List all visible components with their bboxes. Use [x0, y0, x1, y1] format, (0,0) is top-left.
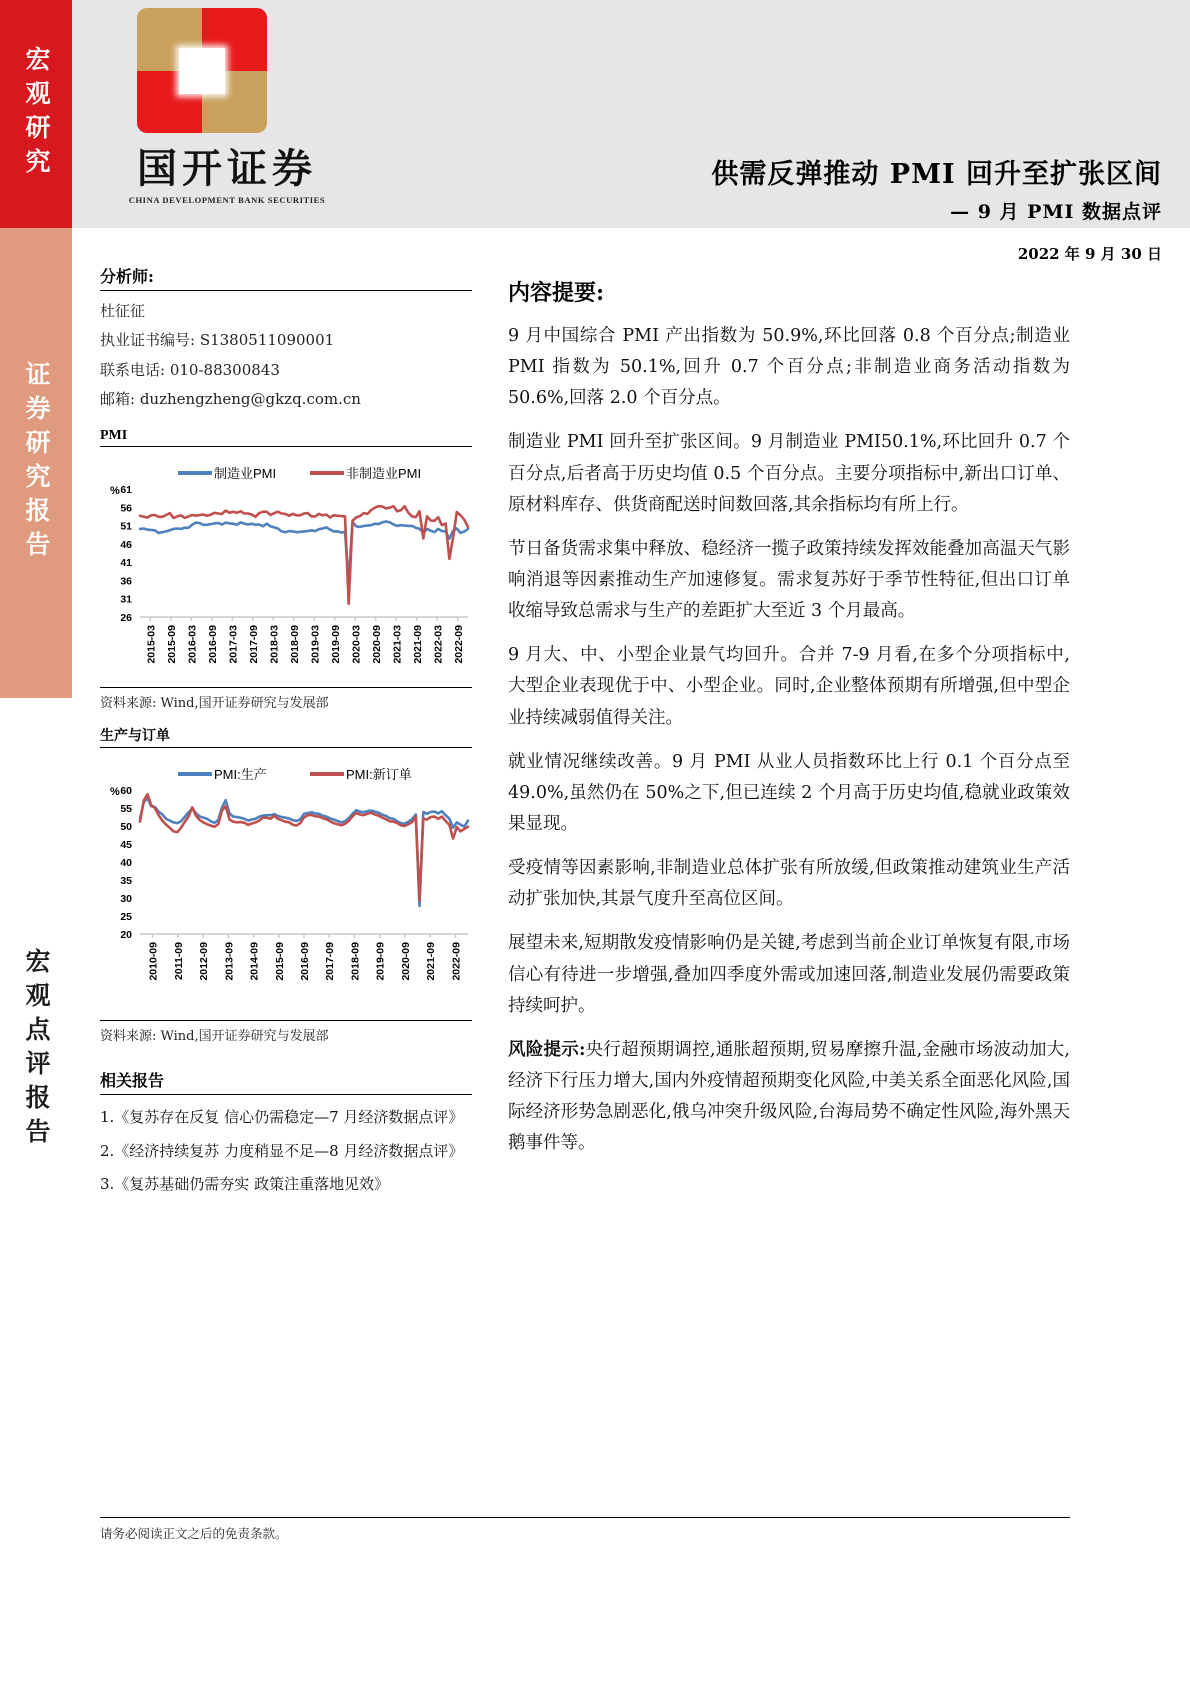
svg-text:2021-09: 2021-09: [411, 625, 424, 664]
analyst-license: 执业证书编号: S1380511090001: [100, 331, 335, 350]
chart-production-orders-canvas: [100, 750, 472, 1016]
svg-text:2016-09: 2016-09: [206, 625, 219, 664]
spine-top-label: 宏观研究: [22, 46, 51, 182]
risk-warning-text: 央行超预期调控,通胀超预期,贸易摩擦升温,金融市场波动加大,经济下行压力增大,国内外疫情超预期变化风险,中美关系全面恶化风险,国际经济形势急剧恶化,俄乌冲突升级风险,台海局势不确定性风险,海外黑天鹅事件等。: [508, 1039, 1070, 1154]
logo-company-en: CHINA DEVELOPMENT BANK SECURITIES: [128, 195, 326, 205]
svg-text:2019-09: 2019-09: [329, 625, 342, 664]
svg-text:2019-09: 2019-09: [374, 942, 387, 981]
summary-paragraph: 9 月中国综合 PMI 产出指数为 50.9%,环比回落 0.8 个百分点;制造业 PMI 指数为 50.1%,回升 0.7 个百分点;非制造业商务活动指数为 50.6%,回落 2.0 个百分点。: [508, 326, 1070, 409]
svg-text:41: 41: [120, 557, 132, 570]
related-reports-heading: 相关报告: [100, 1068, 472, 1095]
svg-text:2012-09: 2012-09: [198, 942, 211, 981]
spine-mid-label: 证券研究报告: [22, 361, 51, 565]
logo-company-cn: 国开证券: [137, 145, 317, 192]
svg-text:2020-03: 2020-03: [350, 625, 363, 664]
chart-pmi-svg: [100, 449, 472, 679]
analyst-phone: 联系电话: 010-88300843: [100, 360, 280, 379]
chart-pmi-title: PMI: [100, 428, 472, 447]
svg-text:40: 40: [120, 857, 132, 869]
svg-text:2017-09: 2017-09: [247, 625, 260, 664]
svg-text:2013-09: 2013-09: [223, 942, 236, 981]
summary-paragraph: 展望未来,短期散发疫情影响仍是关键,考虑到当前企业订单恢复有限,市场信心有待进一步增强,叠加四季度外需或加速回落,制造业发展仍需要政策持续呵护。: [508, 933, 1070, 1016]
svg-text:55: 55: [120, 803, 132, 815]
risk-warning-paragraph: [508, 1035, 1070, 1160]
svg-text:2015-09: 2015-09: [273, 942, 286, 981]
summary-paragraph: 制造业 PMI 回升至扩张区间。9 月制造业 PMI50.1%,环比回升 0.7 个百分点,后者高于历史均值 0.5 个百分点。主要分项指标中,新出口订单、原材料库存、供货商配送时间数回落,其余指标均有所上行。: [508, 432, 1070, 515]
svg-text:2022-09: 2022-09: [452, 625, 465, 664]
list-item[interactable]: 1.《复苏存在反复 信心仍需稳定—7 月经济数据点评》: [100, 1108, 464, 1126]
svg-text:2015-09: 2015-09: [165, 625, 178, 664]
right-column: [508, 276, 1070, 1172]
list-item[interactable]: 2.《经济持续复苏 力度稍显不足—8 月经济数据点评》: [100, 1141, 464, 1160]
svg-text:61: 61: [120, 484, 132, 496]
svg-text:2020-09: 2020-09: [399, 942, 412, 981]
svg-text:2015-03: 2015-03: [145, 625, 158, 664]
svg-text:2019-03: 2019-03: [309, 625, 322, 664]
chart-production-orders-svg: [100, 750, 472, 1012]
summary-paragraph: 9 月大、中、小型企业景气均回升。合并 7-9 月看,在多个分项指标中, 大型企业表现优于中、小型企业。同时,企业整体预期有所增强,但中型企业持续减弱值得关注。: [508, 645, 1070, 728]
svg-text:2022-03: 2022-03: [432, 625, 445, 664]
svg-text:45: 45: [120, 839, 132, 851]
svg-text:60: 60: [120, 785, 132, 797]
svg-text:非制造业PMI: 非制造业PMI: [346, 466, 422, 481]
svg-text:2021-09: 2021-09: [425, 942, 438, 981]
summary-paragraph: 受疫情等因素影响,非制造业总体扩张有所放缓,但政策推动建筑业生产活动扩张加快,其景气度升至高位区间。: [508, 858, 1070, 910]
svg-text:2017-09: 2017-09: [324, 942, 337, 981]
chart-pmi-source: 资料来源: Wind,国开证券研究与发展部: [100, 687, 472, 711]
svg-text:2022-09: 2022-09: [450, 942, 463, 981]
svg-text:2018-09: 2018-09: [288, 625, 301, 664]
chart-production-orders: [100, 725, 472, 1044]
company-logo: [102, 8, 352, 218]
svg-text:51: 51: [120, 520, 132, 533]
analyst-info: [100, 297, 472, 414]
svg-text:20: 20: [120, 929, 132, 941]
svg-text:PMI:新订单: PMI:新订单: [346, 767, 412, 782]
logo-mark-icon: [137, 8, 267, 133]
svg-text:31: 31: [120, 593, 132, 606]
svg-text:2020-09: 2020-09: [370, 625, 383, 664]
svg-text:2016-09: 2016-09: [299, 942, 311, 981]
analyst-heading: 分析师:: [100, 264, 472, 291]
page-subtitle: — 9 月 PMI 数据点评: [950, 201, 1162, 223]
chart-production-orders-source: 资料来源: Wind,国开证券研究与发展部: [100, 1020, 472, 1044]
header-band: [72, 0, 1190, 228]
svg-text:25: 25: [120, 911, 132, 923]
summary-paragraph: 节日备货需求集中释放、稳经济一揽子政策持续发挥效能叠加高温天气影响消退等因素推动生产加速修复。需求复苏好于季节性特征,但出口订单收缩导致总需求与生产的差距扩大至近 3 个月最高。: [508, 538, 1070, 622]
svg-text:2021-03: 2021-03: [391, 625, 404, 664]
svg-text:46: 46: [120, 538, 132, 551]
svg-text:制造业PMI: 制造业PMI: [214, 466, 277, 481]
footer-disclaimer: 请务必阅读正文之后的免责条款。: [100, 1517, 1070, 1542]
chart-pmi-canvas: [100, 449, 472, 683]
chart-pmi: [100, 428, 472, 711]
spine-securities-research-report: [0, 228, 72, 698]
spine-macro-research: [0, 0, 72, 228]
svg-text:%: %: [110, 485, 120, 497]
svg-text:2018-09: 2018-09: [349, 942, 362, 981]
svg-text:36: 36: [120, 575, 132, 588]
svg-text:2018-03: 2018-03: [268, 625, 281, 664]
report-date: 2022 年 9 月 30 日: [1017, 245, 1162, 263]
svg-text:%: %: [110, 786, 120, 798]
summary-heading: 内容提要:: [508, 280, 605, 306]
spine-bottom-label: 宏观点评报告: [22, 948, 51, 1152]
svg-text:2017-03: 2017-03: [227, 625, 240, 664]
svg-text:26: 26: [120, 612, 132, 624]
list-item[interactable]: 3.《复苏基础仍需夯实 政策注重落地见效》: [100, 1175, 390, 1193]
chart-production-orders-title: 生产与订单: [100, 725, 472, 748]
svg-text:56: 56: [120, 502, 132, 515]
svg-text:2011-09: 2011-09: [172, 942, 185, 980]
summary-paragraph: 就业情况继续改善。9 月 PMI 从业人员指数环比上行 0.1 个百分点至 49.0%,虽然仍在 50%之下,但已连续 2 个月高于历史均值,稳就业政策效果显现。: [508, 751, 1070, 834]
svg-text:2010-09: 2010-09: [147, 942, 160, 981]
risk-warning-label: 风险提示:: [508, 1039, 586, 1060]
left-column: [100, 264, 472, 1196]
analyst-email: 邮箱: duzhengzheng@gkzq.com.cn: [100, 389, 361, 408]
svg-text:30: 30: [120, 893, 132, 905]
svg-text:35: 35: [120, 875, 132, 887]
svg-text:50: 50: [120, 821, 132, 833]
related-reports: [100, 1068, 472, 1196]
svg-text:PMI:生产: PMI:生产: [214, 767, 267, 782]
svg-text:2016-03: 2016-03: [186, 625, 199, 664]
svg-text:2014-09: 2014-09: [248, 942, 261, 981]
spine-macro-comment-report: [0, 698, 72, 1684]
page-title: 供需反弹推动 PMI 回升至扩张区间: [711, 159, 1162, 190]
analyst-name: 杜征征: [100, 302, 146, 320]
